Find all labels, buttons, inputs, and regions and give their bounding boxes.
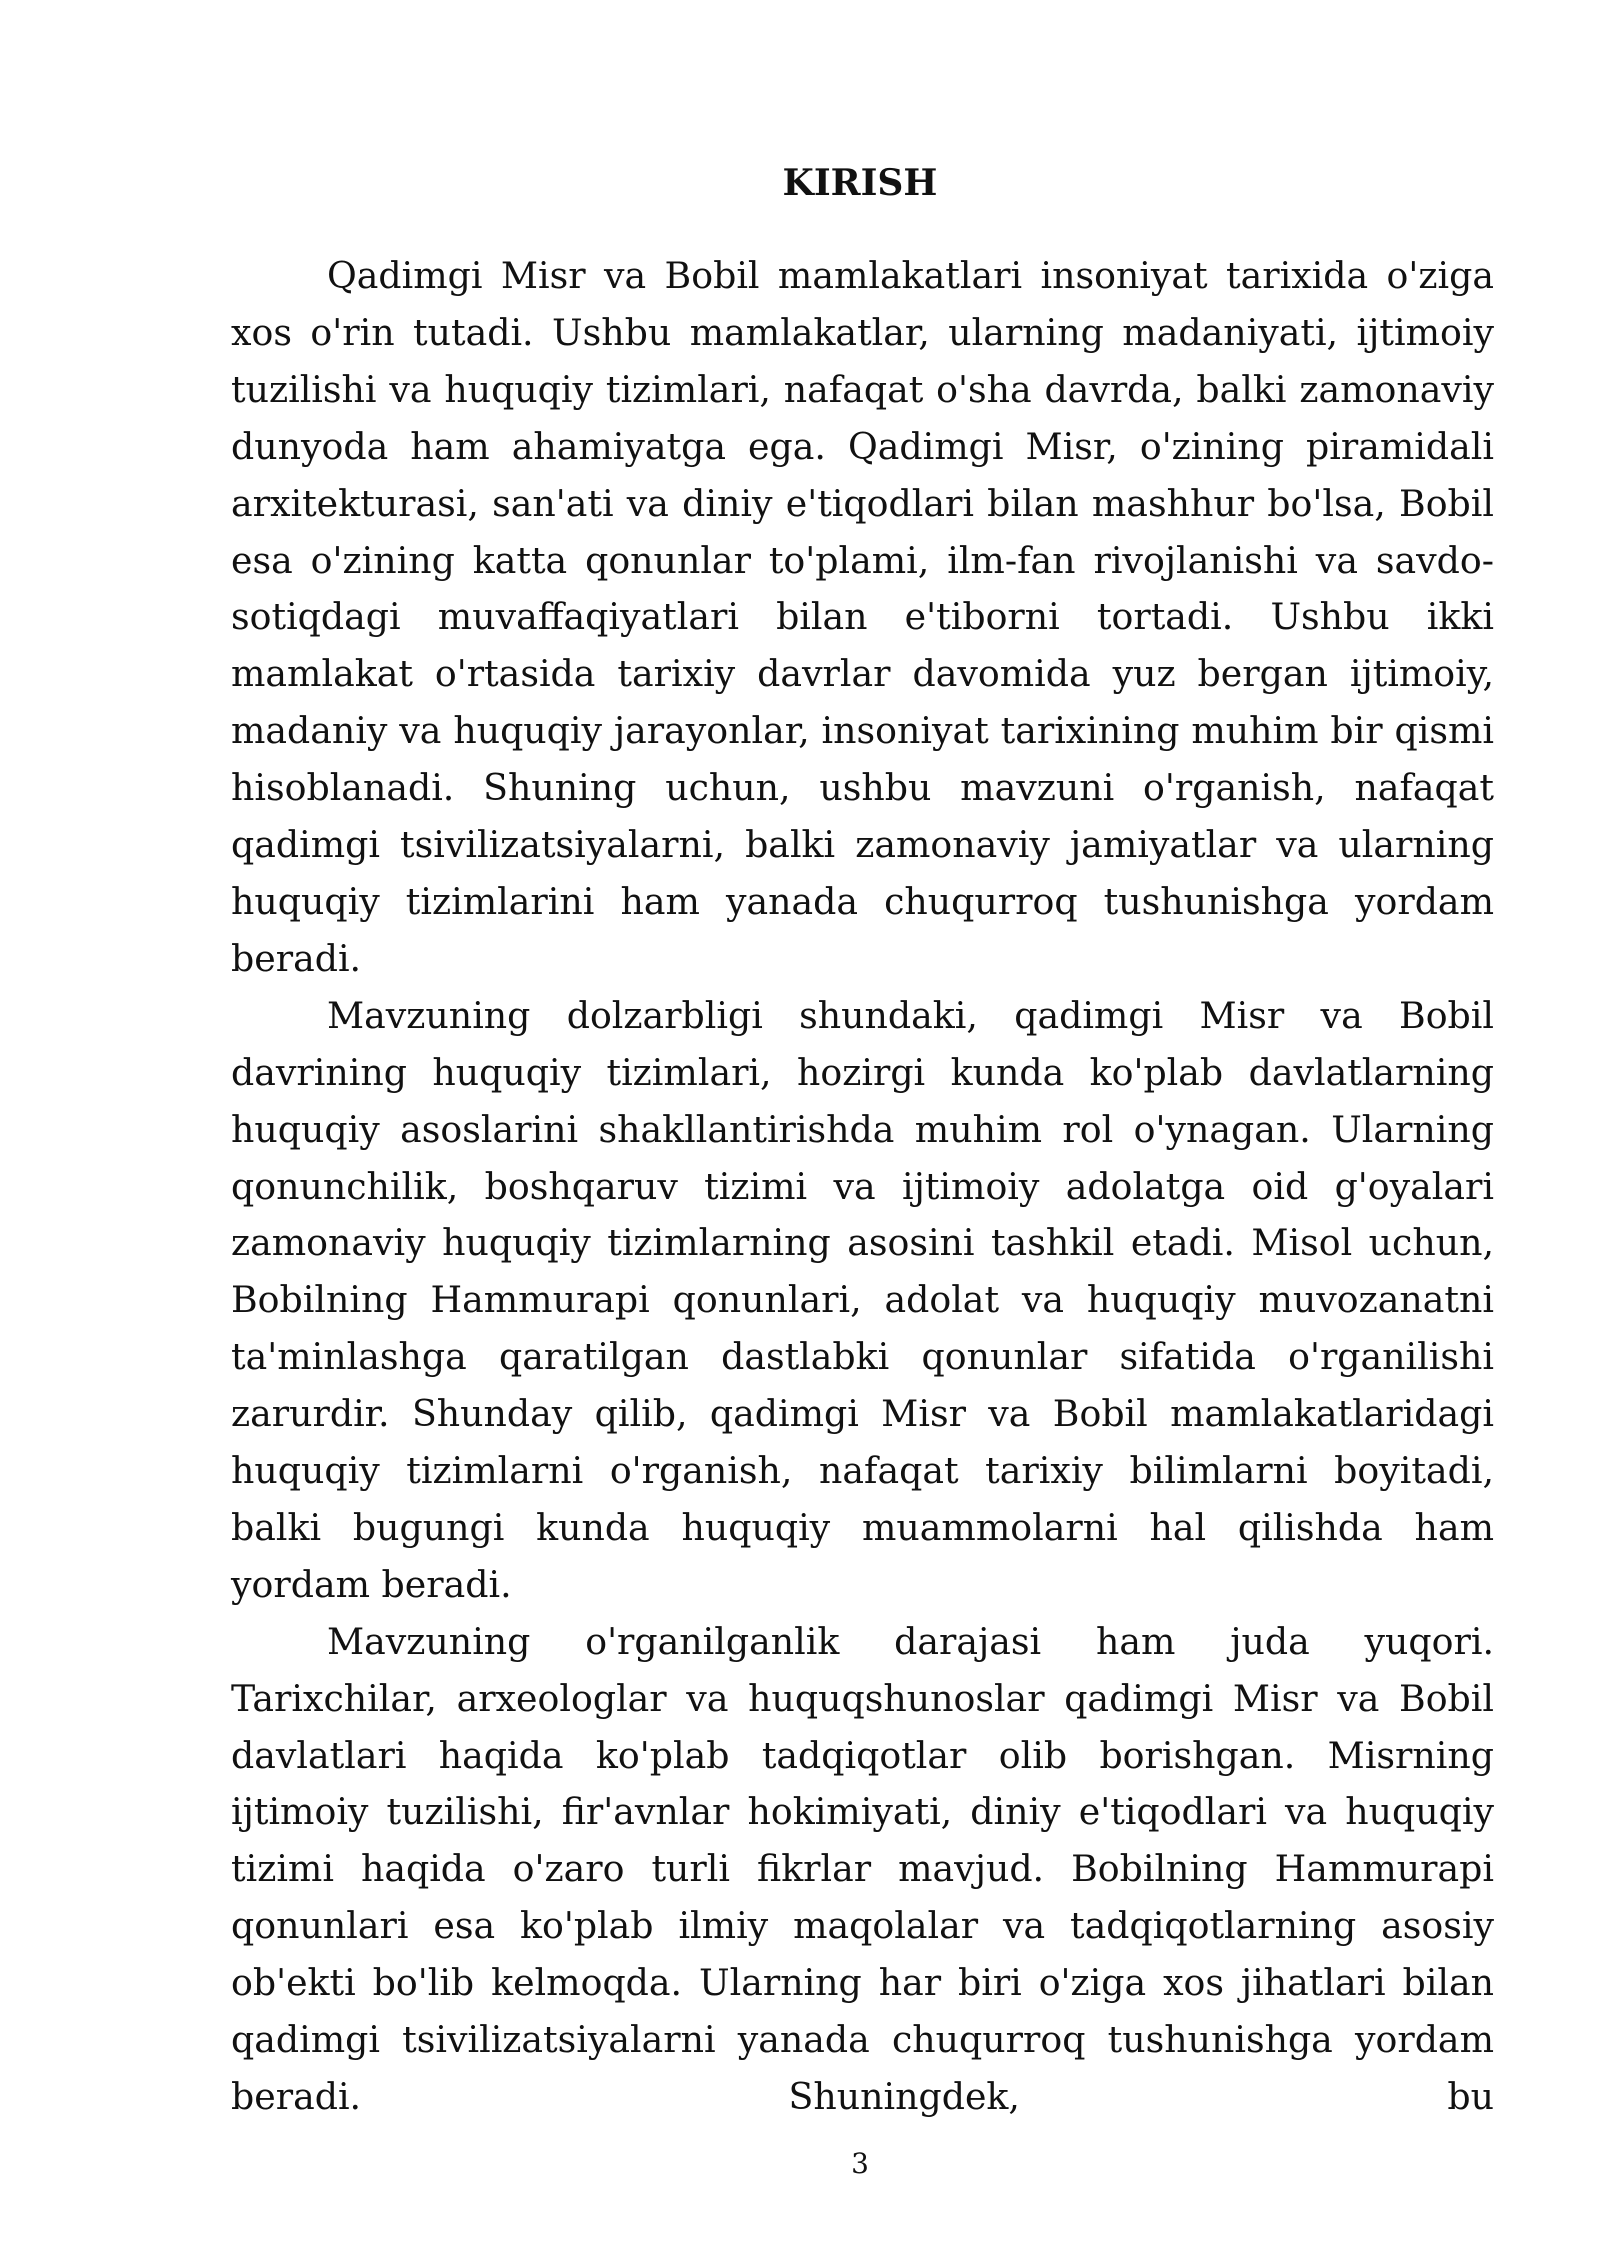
paragraph-relevance: Mavzuning dolzarbligi shundaki, qadimgi Misr va Bobil davrining huquqiy tizimlari, hozirgi kunda ko'plab davlatlarning huquqiy asoslarini shakllantirishda muhim rol o'ynagan. Ularning qonunchilik, boshqaruv tizimi va ijtimoiy adolatga oid g'oyalari zamonaviy huquqiy tizimlarning asosini tashkil etadi. Misol uchun, Bobilning Hammurapi qonunlari, adolat va huquqiy muvozanatni ta'minlashga qaratilgan dastlabki qonunlar sifatida o'rganilishi zarurdir. Shunday qilib, qadimgi Misr va Bobil mamlakatlaridagi huquqiy tizimlarni o'rganish, nafaqat tarixiy bilimlarni boyitadi, balki bugungi kunda huquqiy muammolarni hal qilishda ham yordam beradi. [231, 993, 1494, 1606]
body-text [231, 248, 1494, 2126]
page-number: 3 [851, 2147, 869, 2180]
paragraph-intro: Qadimgi Misr va Bobil mamlakatlari insoniyat tarixida o'ziga xos o'rin tutadi. Ushbu mamlakatlar, ularning madaniyati, ijtimoiy tuzilishi va huquqiy tizimlari, nafaqat o'sha davrda, balki zamonaviy dunyoda ham ahamiyatga ega. Qadimgi Misr, o'zining piramidali arxitekturasi, san'ati va diniy e'tiqodlari bilan mashhur bo'lsa, Bobil esa o'zining katta qonunlar to'plami, ilm-fan rivojlanishi va savdo-sotiqdagi muvaffaqiyatlari bilan e'tiborni tortadi. Ushbu ikki mamlakat o'rtasida tarixiy davrlar davomida yuz bergan ijtimoiy, madaniy va huquqiy jarayonlar, insoniyat tarixining muhim bir qismi hisoblanadi. Shuning uchun, ushbu mavzuni o'rganish, nafaqat qadimgi tsivilizatsiyalarni, balki zamonaviy jamiyatlar va ularning huquqiy tizimlarini ham yanada chuqurroq tushunishga yordam beradi. [231, 254, 1494, 980]
paragraph-study-level: Mavzuning o'rganilganlik darajasi ham juda yuqori. Tarixchilar, arxeologlar va huquqshunoslar qadimgi Misr va Bobil davlatlari haqida ko'plab tadqiqotlar olib borishgan. Misrning ijtimoiy tuzilishi, fir'avnlar hokimiyati, diniy e'tiqodlari va huquqiy tizimi haqida o'zaro turli fikrlar mavjud. Bobilning Hammurapi qonunlari esa ko'plab ilmiy maqolalar va tadqiqotlarning asosiy ob'ekti bo'lib kelmoqda. Ularning har biri o'ziga xos jihatlari bilan qadimgi tsivilizatsiyalarni yanada chuqurroq tushunishga yordam beradi. Shuningdek, bu [231, 1619, 1494, 2118]
section-title: KIRISH [782, 162, 938, 204]
